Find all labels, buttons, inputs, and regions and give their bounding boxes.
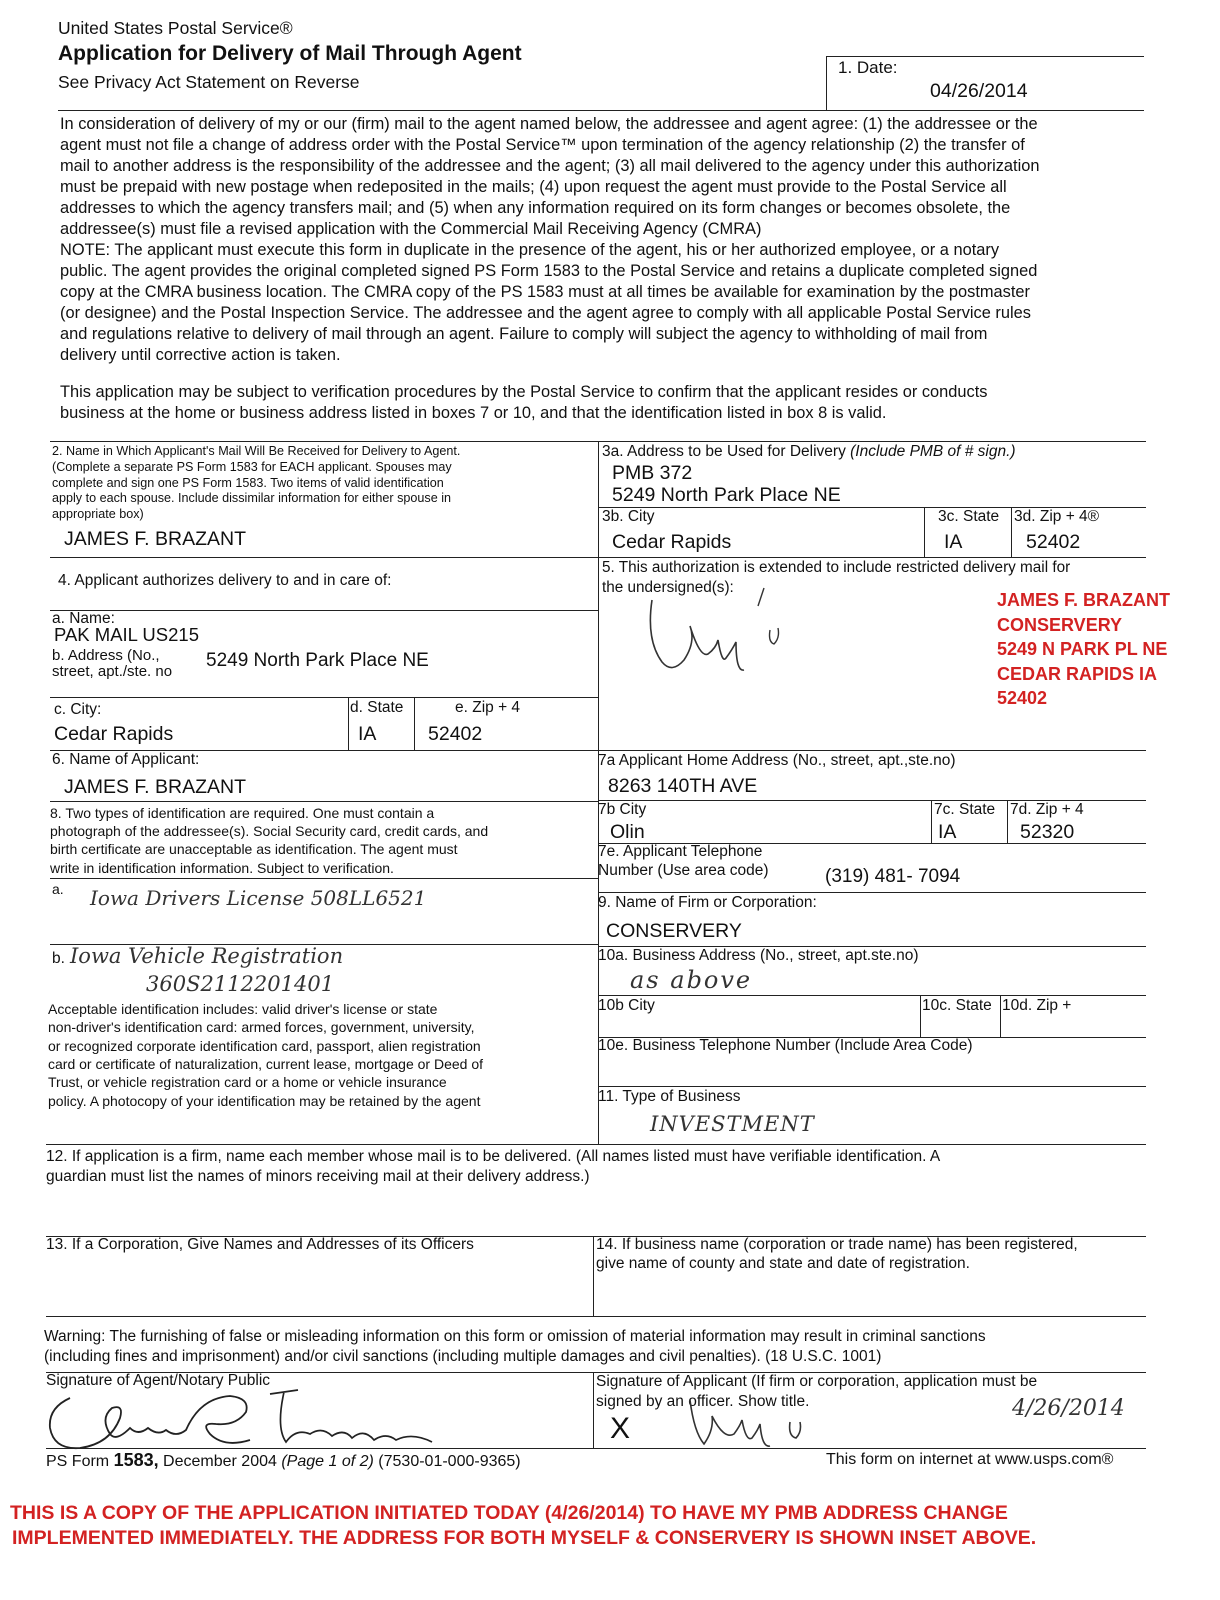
box10e-label: 10e. Business Telephone Number (Include Area Code) [598,1037,973,1054]
box7e-value: (319) 481- 7094 [825,866,961,887]
agent-signature [40,1378,460,1458]
box2-label-line: (Complete a separate PS Form 1583 for EACH applicant. Spouses may [52,459,452,474]
intro-line: This application may be subject to verification procedures by the Postal Service to confirm that the applicant resides or conducts [60,383,988,401]
intro-line: addressee(s) must file a revised application with the Commercial Mail Receiving Agency (CMRA) [60,220,762,238]
box8-accept-line: non-driver's identification card: armed forces, government, university, [48,1019,475,1036]
box11-value: INVESTMENT [650,1112,815,1136]
box8b-value2: 360S2112201401 [146,972,335,996]
intro-line: must be prepaid with new postage when redeposited in the mails; (4) upon request the agent must provide to the Postal Service all [60,178,1007,196]
box6-value: JAMES F. BRAZANT [64,776,247,798]
box4d-label: d. State [350,699,404,716]
intro-line: public. The agent provides the original completed signed PS Form 1583 to the Postal Service and retains a duplicate completed signed [60,262,1038,280]
box4e-label: e. Zip + 4 [455,699,521,716]
box6-label: 6. Name of Applicant: [52,751,200,768]
box8-label-line: 8. Two types of identification are required. One must contain a [50,805,435,821]
box7d-label: 7d. Zip + 4 [1010,801,1084,818]
box9-label: 9. Name of Firm or Corporation: [598,894,817,911]
agency-name: United States Postal Service® [58,18,293,38]
inset-line: CEDAR RAPIDS IA [997,663,1158,684]
box4b-value: 5249 North Park Place NE [206,650,429,671]
intro-line: and regulations relative to delivery of mail through an agent. Failure to comply will subject the agency to withholding of mail from [60,325,988,343]
box2-name-value: JAMES F. BRAZANT [64,528,247,550]
box4a-value: PAK MAIL US215 [54,624,199,645]
box7e-label: 7e. Applicant Telephone Number (Use area code) [598,843,769,879]
applicant-signature [680,1396,840,1452]
box10a-value: as above [630,966,753,994]
box8-accept-line: Acceptable identification includes: valid driver's license or state [48,1001,438,1017]
privacy-note: See Privacy Act Statement on Reverse [58,72,360,92]
box3a-line2: 5249 North Park Place NE [612,484,841,506]
agent-signature-label: Signature of Agent/Notary Public [46,1372,271,1389]
box2-label-line: apply to each spouse. Include dissimilar information for either spouse in [52,491,452,506]
box3a-label: 3a. Address to be Used for Delivery (Include PMB of # sign.) [602,443,1016,460]
intro-line: (or designee) and the Postal Inspection Service. The addressee and the agent agree to comply with all applicable Postal Service rules [60,304,1031,322]
box8b-value1: Iowa Vehicle Registration [70,944,344,968]
box10d-label: 10d. Zip + [1002,997,1072,1014]
box8-accept-line: policy. A photocopy of your identification may be retained by the agent [48,1092,481,1109]
box7d-value: 52320 [1020,821,1075,843]
applicant-signature-label1: Signature of Applicant (If firm or corporation, application must be [596,1373,1038,1390]
box8b-label: b. [52,950,65,967]
box8-label-line: birth certificate are unacceptable as identification. The agent must [50,841,458,858]
box4a-label: a. Name: [52,610,115,627]
applicant-signature-label2: signed by an officer. Show title. [596,1393,810,1410]
box12-line2: guardian must list the names of minors receiving mail at their delivery address.) [46,1168,590,1185]
warning-line2: (including fines and imprisonment) and/or civil sanctions (including multiple damages and civil penalties). (18 U.S.C. 1001) [44,1348,882,1365]
box5-label2: the undersigned(s): [602,579,734,596]
box4-label: 4. Applicant authorizes delivery to and in care of: [58,572,392,589]
intro-line: NOTE: The applicant must execute this form in duplicate in the presence of the agent, his or her authorized employee, or a notary [60,241,1000,259]
box3c-value: IA [944,531,963,553]
box7a-value: 8263 140TH AVE [608,775,758,797]
box7b-label: 7b City [598,801,647,818]
warning-line1: Warning: The furnishing of false or misleading information on this form or omission of material information may result in criminal sanctions [44,1328,986,1345]
box8-accept-line: Trust, or vehicle registration card or a home or vehicle insurance [48,1074,447,1091]
box2-label-line: appropriate box) [52,507,144,522]
box3c-label: 3c. State [938,508,1000,525]
intro-line: delivery until corrective action is taken. [60,346,341,364]
box2-label-line: 2. Name in Which Applicant's Mail Will Be Received for Delivery to Agent. [52,444,461,458]
box4c-value: Cedar Rapids [54,723,174,745]
date-label: 1. Date: [838,58,898,77]
internet-note: This form on internet at www.usps.com® [826,1451,1114,1468]
intro-line: addresses to which the agency transfers mail; and (5) when any information required on its form changes or becomes obsolete, the [60,199,1011,217]
box7c-label: 7c. State [934,801,996,818]
box3d-label: 3d. Zip + 4® [1014,508,1100,525]
box8a-value: Iowa Drivers License 508LL6521 [90,886,427,910]
note-line1: THIS IS A COPY OF THE APPLICATION INITIATED TODAY (4/26/2014) TO HAVE MY PMB ADDRESS CHANGE [10,1502,1008,1524]
box5-signature [640,580,800,690]
box3b-value: Cedar Rapids [612,531,732,553]
box11-label: 11. Type of Business [598,1088,741,1105]
box14-line2: give name of county and state and date of registration. [596,1255,970,1272]
intro-line: agent must not file a change of address order with the Postal Service™ upon termination of the agency relationship (2) the transfer of [60,136,1025,154]
box3b-label: 3b. City [602,508,655,525]
box13-label: 13. If a Corporation, Give Names and Addresses of its Officers [46,1236,474,1253]
note-line2: IMPLEMENTED IMMEDIATELY. THE ADDRESS FOR BOTH MYSELF & CONSERVERY IS SHOWN INSET ABOVE. [12,1527,1037,1549]
intro-line: mail to another address is the responsibility of the addressee and the agent; (3) all mail delivered to the agency under this authorization [60,157,1040,175]
form-title: Application for Delivery of Mail Through Agent [58,42,522,65]
box4e-value: 52402 [428,723,483,745]
box14-line1: 14. If business name (corporation or trade name) has been registered, [596,1236,1078,1253]
intro-line: copy at the CMRA business location. The CMRA copy of the PS 1583 must at all times be available for examination by the postmaster [60,283,1030,301]
date-value: 04/26/2014 [930,80,1028,102]
box3d-value: 52402 [1026,531,1081,553]
intro-line: In consideration of delivery of my or our (firm) mail to the agent named below, the addressee and agent agree: (1) the addressee or the [60,115,1038,133]
box9-value: CONSERVERY [606,920,742,942]
box8a-label: a. [52,881,64,897]
box10c-label: 10c. State [922,997,992,1014]
box2-label-line: complete and sign one PS Form 1583. Two items of valid identification [52,475,444,490]
inset-line: 52402 [997,688,1048,708]
form-id: PS Form 1583, December 2004 (Page 1 of 2) (7530-01-000-9365) [46,1450,521,1470]
box4c-label: c. City: [54,701,102,718]
box8-accept-line: card or certificate of naturalization, current lease, mortgage or Deed of [48,1055,483,1072]
box8-label-line: photograph of the addressee(s). Social Security card, credit cards, and [50,823,489,840]
box10a-label: 10a. Business Address (No., street, apt.ste.no) [598,947,919,964]
box12-line1: 12. If application is a firm, name each member whose mail is to be delivered. (All names listed must have verifiable identification. A [46,1148,941,1165]
applicant-signature-date: 4/26/2014 [1012,1396,1125,1421]
box7a-label: 7a Applicant Home Address (No., street, apt.,ste.no) [598,752,956,769]
box7b-value: Olin [610,821,645,843]
box8-label-line: write in identification information. Subject to verification. [50,859,394,876]
inset-line: 5249 N PARK PL NE [997,639,1168,659]
box10b-label: 10b City [598,997,655,1014]
box5-label1: 5. This authorization is extended to include restricted delivery mail for [602,559,1071,576]
box4b-label: b. Address (No., street, apt./ste. no [52,647,173,680]
applicant-signature-x: X [610,1412,631,1445]
box7c-value: IA [938,821,957,843]
box3a-line1: PMB 372 [612,462,693,484]
inset-line: JAMES F. BRAZANT [997,590,1171,610]
box8-accept-line: or recognized corporate identification card, passport, alien registration [48,1037,481,1054]
inset-line: CONSERVERY [997,614,1123,635]
box4d-value: IA [358,723,377,745]
intro-line: business at the home or business address listed in boxes 7 or 10, and that the identification listed in box 8 is valid. [60,404,887,422]
